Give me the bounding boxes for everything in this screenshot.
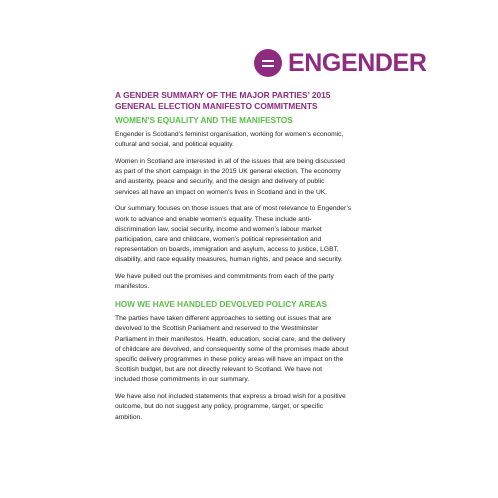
paragraph-line: Parliament in their manifestos. Health, education, social care, and the delivery (115, 335, 346, 343)
logo-text: ENGENDER (288, 49, 427, 77)
paragraph-line: outcome, but do not suggest any policy, programme, target, or specific (115, 403, 324, 411)
paragraph-line: discrimination law, social security, income and women’s labour market (115, 225, 322, 233)
paragraph (115, 272, 383, 292)
paragraph-line: work to advance and enable women’s equality. These include anti- (115, 215, 312, 223)
paragraph-line: We have pulled out the promises and commitments from each of the party (115, 273, 334, 281)
engender-logo (254, 49, 427, 77)
paragraph-line: participation, care and childcare, women’s political representation and (115, 236, 322, 244)
paragraph-line: The parties have taken different approaches to setting out issues that are (115, 315, 332, 323)
paragraph (115, 392, 383, 423)
paragraph-line: and austerity, peace and security, and the design and delivery of public (115, 178, 325, 186)
document-body (115, 90, 383, 429)
paragraph-line: Engender is Scotland’s feminist organisation, working for women’s economic, (115, 131, 344, 138)
paragraph-line: Scottish budget, but are not directly relevant to Scotland. We have not (115, 366, 322, 374)
paragraph-line: representation on boards, immigration and asylum, access to justice, LGBT, (115, 246, 339, 254)
paragraph-line: of childcare are devolved, and consequently some of the promises made about (115, 345, 349, 353)
paragraph-line: included those commitments in our summary. (115, 376, 250, 384)
equals-circle-icon (254, 49, 282, 77)
paragraph-line: as part of the short campaign in the 2015 UK general election. The economy (115, 168, 341, 176)
paragraph-line: We have also not included statements that express a broad wish for a positive (115, 393, 346, 401)
section-heading-womens-equality: WOMEN’S EQUALITY AND THE MANIFESTOS (115, 116, 293, 125)
paragraph-line: services all have an impact on women’s lives in Scotland and in the UK. (115, 188, 328, 196)
section-womens-equality (115, 130, 383, 293)
section-devolved-policy (115, 314, 383, 423)
section-heading-devolved-policy: HOW WE HAVE HANDLED DEVOLVED POLICY AREAS (115, 300, 328, 310)
paragraph-line: devolved to the Scottish Parliament and reserved to the Westminster (115, 325, 319, 333)
document-title (115, 90, 383, 112)
paragraph-line: Our summary focuses on those issues that are of most relevance to Engender’s (115, 205, 352, 213)
title-line-2: GENERAL ELECTION MANIFESTO COMMITMENTS (115, 101, 318, 111)
paragraph (115, 130, 383, 150)
paragraph (115, 157, 383, 198)
paragraph-line: cultural and social, and political equality. (115, 141, 234, 149)
paragraph (115, 204, 383, 265)
paragraph-line: manifestos. (115, 283, 150, 291)
paragraph-line: ambition. (115, 413, 143, 421)
paragraph-line: disability, and race equality measures, human rights, and peace and security. (115, 256, 343, 264)
paragraph (115, 314, 383, 385)
title-line-1: A GENDER SUMMARY OF THE MAJOR PARTIES’ 2015 (115, 90, 331, 100)
paragraph-line: Women in Scotland are interested in all of the issues that are being discussed (115, 158, 345, 165)
paragraph-line: specific delivery programmes in these policy areas will have an impact on the (115, 356, 344, 364)
